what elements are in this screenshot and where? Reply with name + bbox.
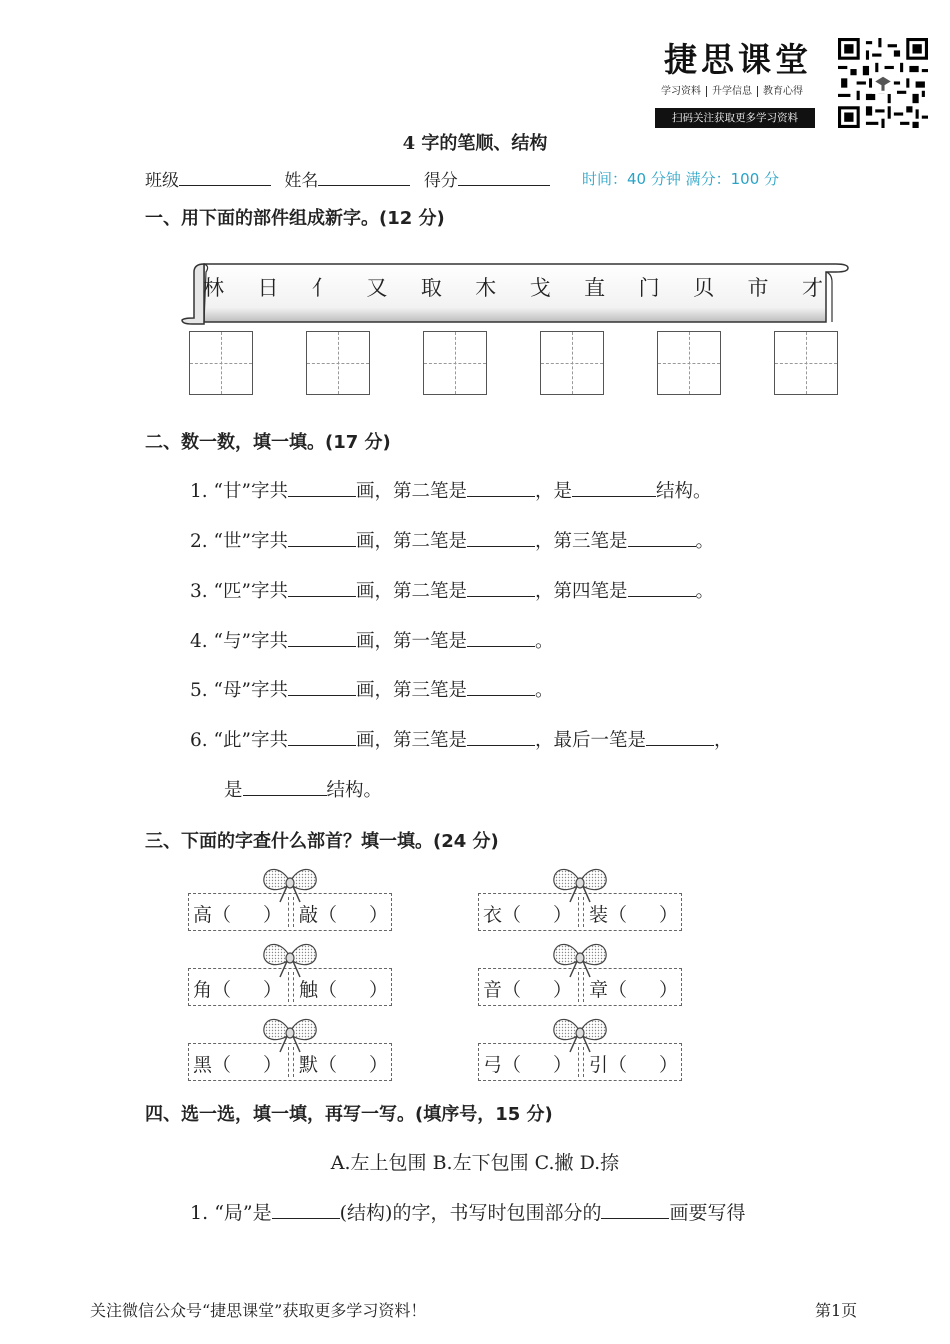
char-prompt: 高（ <box>193 904 232 926</box>
question-text: “匹”字共 <box>213 581 288 602</box>
question-text: “局”是 <box>214 1202 272 1224</box>
answer-blank[interactable] <box>467 578 535 597</box>
writing-grid-box[interactable] <box>774 331 838 395</box>
char-prompt-end: ） <box>553 979 573 1001</box>
question-text: 画要写得 <box>669 1202 746 1224</box>
writing-grid-box[interactable] <box>657 331 721 395</box>
brand-logo-title: 捷思课堂 <box>664 40 812 79</box>
writing-grid-box[interactable] <box>540 331 604 395</box>
question-text: “此”字共 <box>213 730 288 751</box>
answer-blank[interactable] <box>272 1200 340 1219</box>
question-number: 1. <box>190 481 208 502</box>
question-text: “甘”字共 <box>213 481 288 502</box>
bow-icon <box>552 939 608 979</box>
class-label: 班级 <box>145 171 179 191</box>
answer-blank[interactable] <box>572 478 656 497</box>
answer-blank[interactable] <box>467 478 535 497</box>
bow-icon <box>262 864 318 904</box>
question-2-5 <box>190 676 554 702</box>
writing-grid-box[interactable] <box>306 331 370 395</box>
brand-tags <box>656 82 808 97</box>
writing-grid-box[interactable] <box>189 331 253 395</box>
score-label: 得分 <box>423 171 458 191</box>
char-prompt-end: ） <box>659 904 679 926</box>
question-text: 画，第三笔是 <box>355 680 467 701</box>
question-text: 结构。 <box>656 481 712 502</box>
question-number: 6. <box>190 730 208 751</box>
answer-blank[interactable] <box>288 528 356 547</box>
page-title: 4 字的笔顺、结构 <box>402 133 548 154</box>
class-blank[interactable] <box>179 169 271 186</box>
section3-heading: 三、下面的字查什么部首？填一填。(24 分) <box>145 831 499 852</box>
question-text: ，第四笔是 <box>534 581 628 602</box>
answer-options: A.左上包围 B.左下包围 C.撇 D.捺 <box>330 1152 620 1174</box>
question-number: 1. <box>190 1202 209 1224</box>
question-number: 4. <box>190 631 208 652</box>
component-char: 取 <box>420 276 442 300</box>
answer-blank[interactable] <box>646 727 714 746</box>
char-prompt: 衣（ <box>483 904 522 926</box>
char-prompt-end: ） <box>553 1054 573 1076</box>
question-text: 画，第二笔是 <box>355 581 467 602</box>
char-prompt: 触（ <box>299 979 338 1001</box>
brand-banner: 扫码关注获取更多学习资料 <box>655 108 815 128</box>
question-2-6 <box>190 726 733 752</box>
answer-blank[interactable] <box>288 628 356 647</box>
brand-tag: 学习资料 <box>656 86 707 97</box>
char-prompt-end: ） <box>369 979 389 1001</box>
question-2-6-continued <box>224 776 382 802</box>
bow-icon <box>552 1014 608 1054</box>
component-char: 门 <box>638 276 660 300</box>
time-info: 时间：40 分钟 满分：100 分 <box>582 170 780 188</box>
component-char: 戈 <box>529 276 551 300</box>
section4-heading: 四、选一选，填一填，再写一写。(填序号，15 分) <box>145 1104 553 1125</box>
char-prompt: 默（ <box>299 1054 338 1076</box>
char-prompt-end: ） <box>659 979 679 1001</box>
question-2-4 <box>190 627 554 653</box>
char-prompt: 章（ <box>589 979 628 1001</box>
component-char: 市 <box>747 276 769 300</box>
char-prompt-end: ） <box>369 904 389 926</box>
char-prompt: 黑（ <box>193 1054 232 1076</box>
answer-blank[interactable] <box>467 528 535 547</box>
bow-icon <box>262 1014 318 1054</box>
component-list <box>203 272 823 302</box>
footer-note: 关注微信公众号“捷思课堂”获取更多学习资料！ <box>90 1301 427 1320</box>
question-number: 3. <box>190 581 208 602</box>
question-text: 结构。 <box>326 780 383 801</box>
component-char: 直 <box>584 276 606 300</box>
question-number: 5. <box>190 680 208 701</box>
question-text: 。 <box>695 531 715 552</box>
brand-tag: 教育心得 <box>763 86 803 97</box>
question-text: (结构)的字，书写时包围部分的 <box>339 1202 602 1224</box>
question-4-1 <box>190 1198 745 1225</box>
component-char: 林 <box>203 276 224 300</box>
section1-heading: 一、用下面的部件组成新字。(12 分) <box>145 208 445 229</box>
question-text: ，最后一笔是 <box>534 730 646 751</box>
question-text: “母”字共 <box>213 680 288 701</box>
question-text: “世”字共 <box>213 531 288 552</box>
char-prompt-end: ） <box>369 1054 389 1076</box>
answer-blank[interactable] <box>243 777 327 796</box>
answer-blank[interactable] <box>288 578 356 597</box>
answer-blank[interactable] <box>467 628 535 647</box>
answer-blank[interactable] <box>628 578 696 597</box>
question-text: 画，第三笔是 <box>355 730 467 751</box>
question-2-2 <box>190 527 714 553</box>
answer-blank[interactable] <box>467 727 535 746</box>
char-prompt: 装（ <box>589 904 628 926</box>
char-prompt-end: ） <box>263 904 283 926</box>
question-text: 。 <box>534 631 554 652</box>
question-text: ， <box>714 730 733 751</box>
question-text: 。 <box>695 581 715 602</box>
char-prompt-end: ） <box>263 1054 283 1076</box>
question-text: 画，第二笔是 <box>355 531 467 552</box>
answer-blank[interactable] <box>288 727 356 746</box>
char-prompt: 音（ <box>483 979 522 1001</box>
char-prompt-end: ） <box>659 1054 679 1076</box>
bow-icon <box>552 864 608 904</box>
component-char: 木 <box>475 276 497 300</box>
name-label: 姓名 <box>284 171 319 191</box>
answer-blank[interactable] <box>601 1200 669 1219</box>
component-char: 亻 <box>311 276 333 300</box>
answer-blank[interactable] <box>467 677 535 696</box>
page-number: 第1页 <box>815 1301 858 1320</box>
question-2-1 <box>190 477 712 503</box>
bow-icon <box>262 939 318 979</box>
question-text: 画，第一笔是 <box>355 631 467 652</box>
answer-blank[interactable] <box>288 677 356 696</box>
qr-code-icon[interactable] <box>838 38 928 128</box>
question-number: 2. <box>190 531 208 552</box>
answer-blank[interactable] <box>288 478 356 497</box>
section2-heading: 二、数一数，填一填。(17 分) <box>145 432 391 453</box>
name-blank[interactable] <box>318 169 410 186</box>
brand-tag: 升学信息 <box>707 86 758 97</box>
component-char: 贝 <box>693 276 715 300</box>
question-2-3 <box>190 577 714 603</box>
question-text: 。 <box>534 680 554 701</box>
answer-blank[interactable] <box>628 528 696 547</box>
writing-grid-box[interactable] <box>423 331 487 395</box>
char-prompt: 敲（ <box>299 904 338 926</box>
component-char: 又 <box>366 276 388 300</box>
question-text: 画，第二笔是 <box>355 481 467 502</box>
char-prompt: 引（ <box>589 1054 628 1076</box>
score-blank[interactable] <box>458 169 550 186</box>
student-info-row <box>145 166 558 191</box>
question-text: 是 <box>224 780 243 801</box>
char-prompt: 角（ <box>193 979 232 1001</box>
char-prompt: 弓（ <box>483 1054 522 1076</box>
question-text: ，是 <box>534 481 572 502</box>
question-text: ，第三笔是 <box>534 531 628 552</box>
component-char: 日 <box>257 276 279 300</box>
component-char: 才 <box>801 276 823 300</box>
char-prompt-end: ） <box>263 979 283 1001</box>
question-text: “与”字共 <box>213 631 288 652</box>
char-prompt-end: ） <box>553 904 573 926</box>
